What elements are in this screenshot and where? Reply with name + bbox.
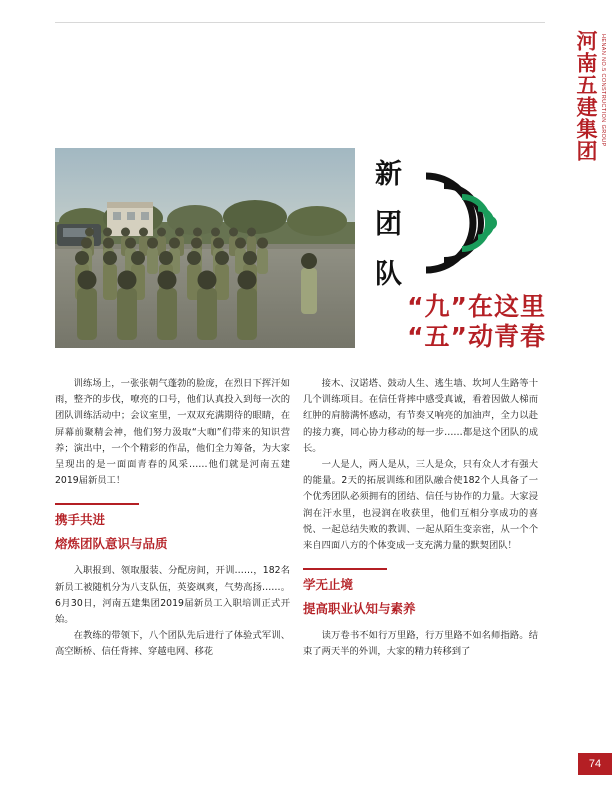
headline-line-1: “九”在这里 [407,292,546,321]
section-title-line-1: 携手共进 [55,512,106,528]
brand-bar [560,0,612,811]
section-heading-2 [303,568,538,618]
section-title-line-2: 提高职业认知与素养 [303,601,416,617]
page-title [300,292,546,352]
concentric-arcs-graphic [418,168,543,278]
body-column-right [303,376,538,661]
paragraph: 在教练的带领下，八个团队先后进行了体验式军训、高空断桥、信任背摔、穿越电网、移花 [55,630,290,658]
section-title-line-2: 熔炼团队意识与品质 [55,536,168,552]
headline-line-2: “五”动青春 [407,322,546,351]
kicker-line-1: 新 [375,159,402,190]
section-rule [303,568,387,570]
body-column-left [55,376,290,661]
paragraph: 接木、汉诺塔、鼓动人生、逃生墙、坎坷人生路等十几个训练项目。在信任背摔中感受真诚，看着因做人梯而红肿的肩膀满怀感动，有节奏又响亮的加油声，全力以赴的接力赛，同心协力移动的每一步……都是这个团队的成长。 [303,378,538,454]
brand-subtitle: HENAN NO.5 CONSTRUCTION GROUP [600,34,606,147]
brand-title: 河南五建集团 [574,30,598,162]
page-number: 74 [578,753,612,775]
top-divider [55,22,545,23]
paragraph: 训练场上，一张张朝气蓬勃的脸庞，在烈日下挥汗如雨，整齐的步伐，嘹亮的口号，他们认真投入到每一次的团队训练活动中；会议室里，一双双充满期待的眼睛，在屏幕前聚精会神，他们努力汲取“大咖”们带来的知识营养；演出中，一个个精彩的作品，他们全力筹备，为大家呈现出的是一面面青春的风采……他们就是河南五建2019届新员工！ [55,378,290,487]
section-title-line-1: 学无止境 [303,577,354,593]
paragraph: 一人是人，两人是从，三人是众，只有众人才有强大的能量。2天的拓展训练和团队融合使182个人具备了一个优秀团队必须拥有的团结、信任与协作的力量。大家浸润在汗水里，也浸润在收获里，他们互相分享成功的喜悦、一起总结失败的教训、一起从陌生变亲密，从一个个来自四面八方的个体变成一支充满力量的默契团队！ [303,459,538,552]
kicker-line-2: 团 [375,209,402,240]
paragraph: 读万卷书不如行万里路，行万里路不如名师指路。结束了两天半的外训，大家的精力转移到了 [303,630,538,658]
section-rule [55,503,139,505]
section-heading-1 [55,503,290,553]
paragraph: 入职报到、领取服装、分配房间，开训……，182名新员工被随机分为八支队伍，英姿飒爽，气势高扬……。6月30日，河南五建集团2019届新员工入职培训正式开始。 [55,565,290,626]
kicker-stack [375,150,409,300]
kicker-line-3: 队 [375,259,402,290]
